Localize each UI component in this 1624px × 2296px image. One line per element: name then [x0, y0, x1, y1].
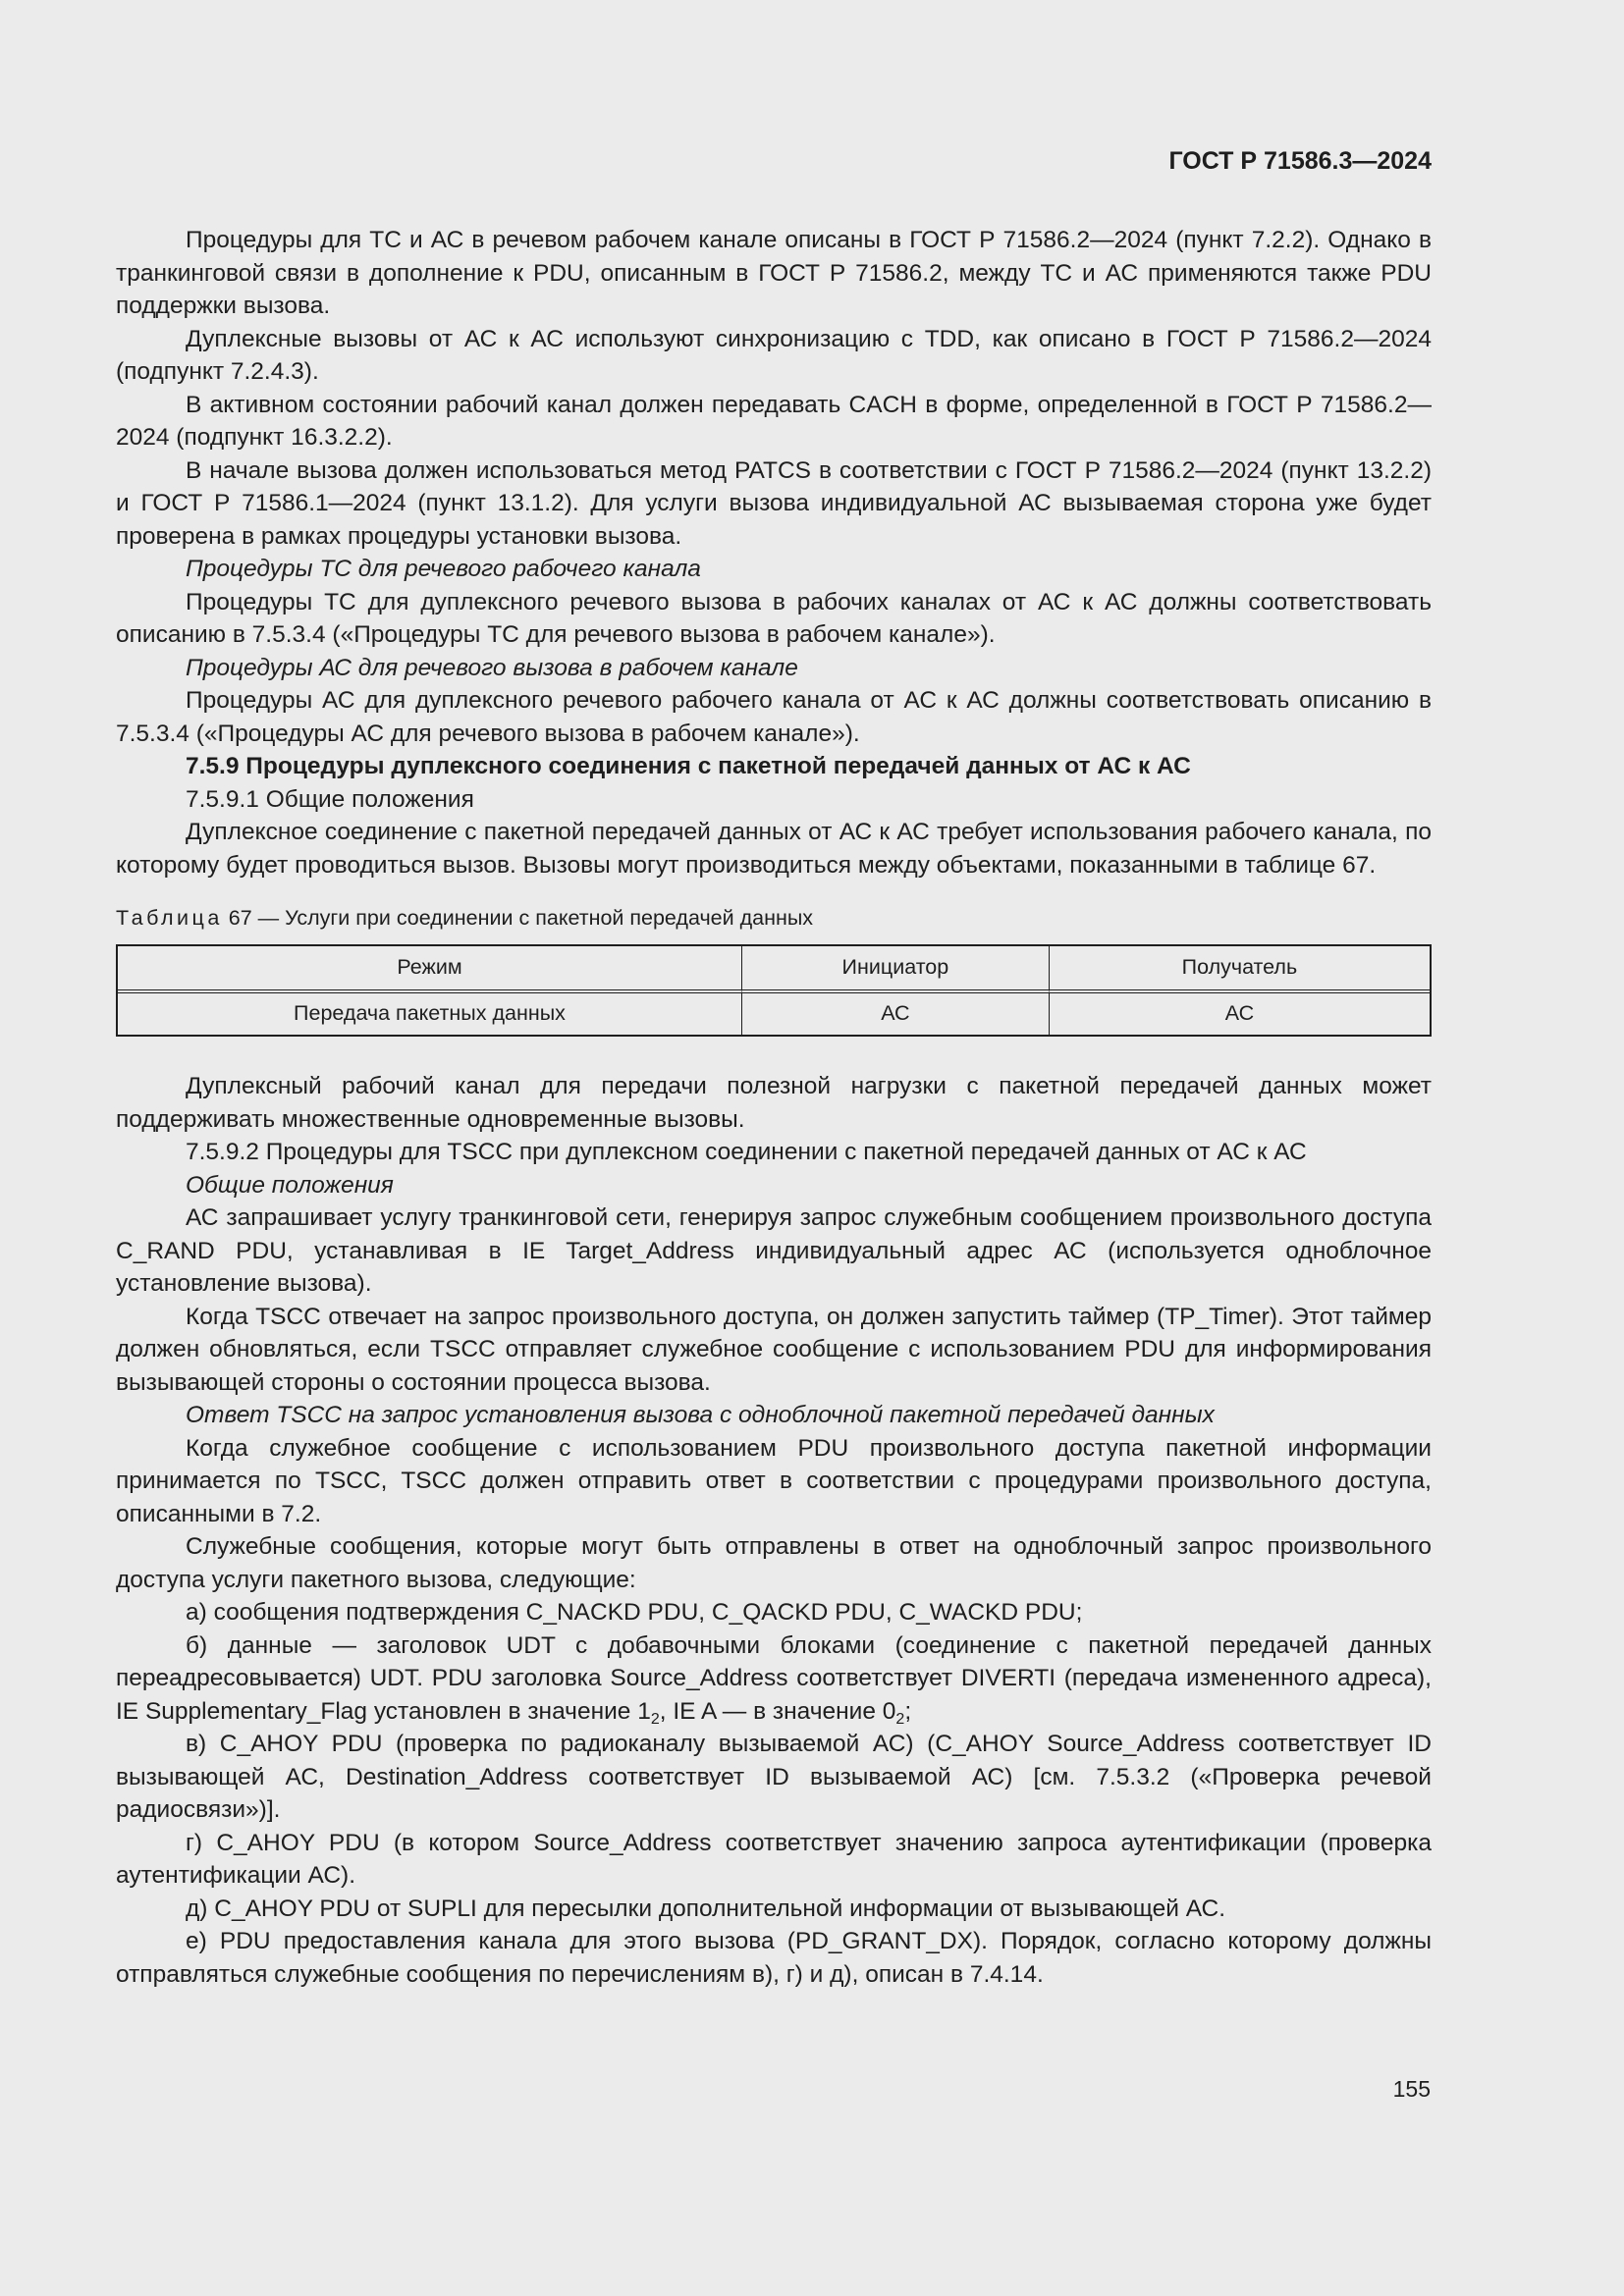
table-cell: Передача пакетных данных: [294, 1001, 566, 1026]
paragraph: Процедуры для ТС и АС в речевом рабочем канале описаны в ГОСТ Р 71586.2—2024 (пункт 7.2.2). Однако в транкинговой связи в дополнение к PDU, описанным в ГОСТ Р 71586.2, между ТС и АС применяются также PDU поддержки вызова.: [116, 227, 1432, 319]
paragraph: Процедуры ТС для дуплексного речевого вызова в рабочих каналах от АС к АС должны соответствовать описанию в 7.5.3.4 («Процедуры ТС для речевого вызова в рабочем канале»).: [116, 588, 1432, 648]
subsection-heading: 7.5.9.2 Процедуры для TSCC при дуплексном соединении с пакетной передачей данных от АС к АС: [186, 1139, 1307, 1165]
table-caption-title: 67 — Услуги при соединении с пакетной передачей данных: [222, 906, 814, 930]
table-cell: АС: [1049, 993, 1430, 1035]
page-number: 155: [1392, 2076, 1431, 2102]
table-67: [116, 944, 1432, 1037]
table-caption: [116, 903, 1432, 933]
subscript: 2: [895, 1710, 905, 1728]
list-item: г) C_AHOY PDU (в котором Source_Address соответствует значению запроса аутентификации (проверка аутентификации АС).: [116, 1829, 1432, 1889]
list-item: е) PDU предоставления канала для этого вызова (PD_GRANT_DX). Порядок, согласно которому должны отправляться служебные сообщения по перечислениям в), г) и д), описан в 7.4.14.: [116, 1928, 1432, 1988]
paragraph: Когда TSCC отвечает на запрос произвольного доступа, он должен запустить таймер (TP_Timer). Этот таймер должен обновляться, если TSCC отправляет служебное сообщение с использованием PDU для информирования вызывающей стороны о состоянии процесса вызова.: [116, 1303, 1432, 1396]
list-item-text: , IE A — в значение 0: [659, 1697, 896, 1725]
paragraph: Служебные сообщения, которые могут быть отправлены в ответ на одноблочный запрос произвольного доступа услуги пакетного вызова, следующие:: [116, 1533, 1432, 1593]
column-header-mode: Режим: [118, 946, 741, 993]
paragraph: Процедуры АС для дуплексного речевого рабочего канала от АС к АС должны соответствовать описанию в 7.5.3.4 («Процедуры АС для речевого вызова в рабочем канале»).: [116, 687, 1432, 747]
page-content: [116, 224, 1432, 1991]
italic-subheading: Общие положения: [186, 1171, 394, 1199]
paragraph: Дуплексное соединение с пакетной передачей данных от АС к АС требует использования рабочего канала, по которому будет проводиться вызов. Вызовы могут производиться между объектами, показанными в таблице 67.: [116, 819, 1432, 879]
italic-subheading: Ответ TSCC на запрос установления вызова с одноблочной пакетной передачей данных: [186, 1402, 1215, 1428]
document-code-header: ГОСТ Р 71586.3—2024: [1168, 147, 1432, 175]
paragraph: В активном состоянии рабочий канал должен передавать CACH в форме, определенной в ГОСТ Р 71586.2—2024 (подпункт 16.3.2.2).: [116, 391, 1432, 451]
paragraph: В начале вызова должен использоваться метод PATCS в соответствии с ГОСТ Р 71586.2—2024 (пункт 13.2.2) и ГОСТ Р 71586.1—2024 (пункт 13.1.2). Для услуги вызова индивидуальной АС вызываемая сторона уже будет проверена в рамках процедуры установки вызова.: [116, 456, 1432, 550]
paragraph: Дуплексный рабочий канал для передачи полезной нагрузки с пакетной передачей данных может поддерживать множественные одновременные вызовы.: [116, 1073, 1432, 1133]
paragraph: Когда служебное сообщение с использованием PDU произвольного доступа пакетной информации принимается по TSCC, TSCC должен отправить ответ в соответствии с процедурами произвольного доступа, описанными в 7.2.: [116, 1434, 1432, 1527]
paragraph: Дуплексные вызовы от АС к АС используют синхронизацию с TDD, как описано в ГОСТ Р 71586.2—2024 (подпункт 7.2.4.3).: [116, 325, 1432, 385]
list-item-text: б) данные — заголовок UDT с добавочными блоками (соединение с пакетной передачей данных переадресовывается) UDT. PDU заголовка Source_Address соответствует DIVERTI (передача измененного адреса), IE Supplementary_Flag установлен в значение 1: [116, 1631, 1432, 1725]
list-item: д) C_AHOY PDU от SUPLI для пересылки дополнительной информации от вызывающей АС.: [186, 1895, 1226, 1922]
column-header-recipient: Получатель: [1049, 946, 1430, 993]
list-item: [116, 1629, 1432, 1729]
list-item: а) сообщения подтверждения C_NACKD PDU, C_QACKD PDU, C_WACKD PDU;: [186, 1599, 1083, 1626]
paragraph: АС запрашивает услугу транкинговой сети, генерируя запрос служебным сообщением произвольного доступа C_RAND PDU, устанавливая в IE Target_Address индивидуальный адрес АС (используется одноблочное установление вызова).: [116, 1204, 1432, 1297]
subscript: 2: [650, 1710, 660, 1728]
list-item-text: ;: [904, 1697, 912, 1725]
table-cell: АС: [741, 993, 1049, 1035]
table-caption-word: Таблица: [116, 906, 223, 930]
table-header-row: [118, 946, 1430, 993]
table-row: [118, 993, 1430, 1035]
column-header-initiator: Инициатор: [741, 946, 1049, 993]
italic-subheading: Процедуры ТС для речевого рабочего канала: [186, 556, 701, 582]
list-item: в) C_AHOY PDU (проверка по радиоканалу вызываемой АС) (C_AHOY Source_Address соответствует ID вызывающей АС, Destination_Address соответствует ID вызываемой АС) [см. 7.5.3.2 («Проверка речевой радиосвязи»)].: [116, 1731, 1432, 1823]
section-heading: 7.5.9 Процедуры дуплексного соединения с пакетной передачей данных от АС к АС: [186, 753, 1191, 779]
subsection-heading: 7.5.9.1 Общие положения: [186, 785, 474, 813]
italic-subheading: Процедуры АС для речевого вызова в рабочем канале: [186, 654, 798, 681]
